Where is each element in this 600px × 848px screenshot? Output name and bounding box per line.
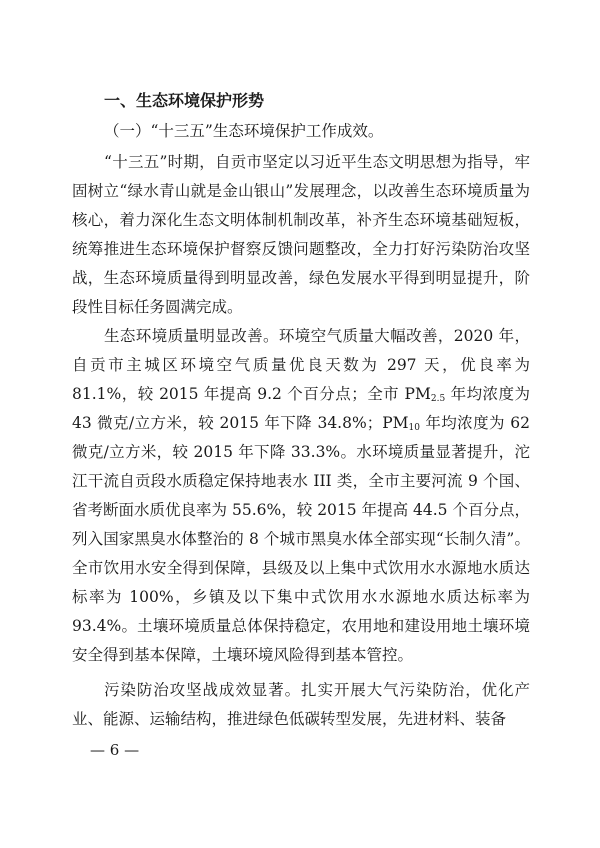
pm10-subscript: 10 — [408, 423, 420, 433]
page-number: — 6 — — [90, 741, 140, 759]
paragraph-text-segment: 生态环境质量明显改善。环境空气质量大幅改善，2020 年，自贡市主城区环境空气质量优良天数为 297 天，优良率为 81.1%，较 2015 年提高 9.2 个百分点；全市 PM — [72, 327, 530, 403]
paragraph-pollution-control: 污染防治攻坚战成效显著。扎实开展大气污染防治，优化产业、能源、运输结构，推进绿色低碳转型发展，先进材料、装备 — [72, 681, 530, 728]
pm25-subscript: 2.5 — [430, 394, 446, 404]
paragraph-text-segment: 年均浓度为 62 微克/立方米，较 2015 年下降 33.3%。水环境质量显著提升，沱江干流自贡段水质稳定保持地表水 III 类，全市主要河流 9 个国、省考断面水质优良率为 55.6%，较 2015 年提高 44.5 个百分点，列入国家黑臭水体整治的 8 个城市黑臭水体全部实现“长制久清”。全市饮用水安全得到保障，县级及以上集中式饮用水水源地水质达标率为 100%，乡镇及以下集中式饮用水水源地水质达标率为 93.4%。土壤环境质量总体保持稳定，农用地和建设用地土壤环境安全得到基本保障，土壤环境风险得到基本管控。 — [72, 414, 531, 664]
section-heading: 一、生态环境保护形势 — [104, 91, 265, 110]
subsection-heading: （一）“十三五”生态环境保护工作成效。 — [104, 122, 384, 140]
paragraph-text-segment: 年均浓度为 43 微克/立方米，较 2015 年下降 34.8%；PM — [72, 385, 530, 432]
paragraph-overview: “十三五”时期，自贡市坚定以习近平生态文明思想为指导，牢固树立“绿水青山就是金山银山”发展理念，以改善生态环境质量为核心，着力深化生态文明体制机制改革，补齐生态环境基础短板，统筹推进生态环境保护督察反馈问题整改，全力打好污染防治攻坚战，生态环境质量得到明显改善，绿色发展水平得到明显提升，阶段性目标任务圆满完成。 — [72, 153, 530, 316]
paragraph-environment-quality — [72, 322, 530, 670]
